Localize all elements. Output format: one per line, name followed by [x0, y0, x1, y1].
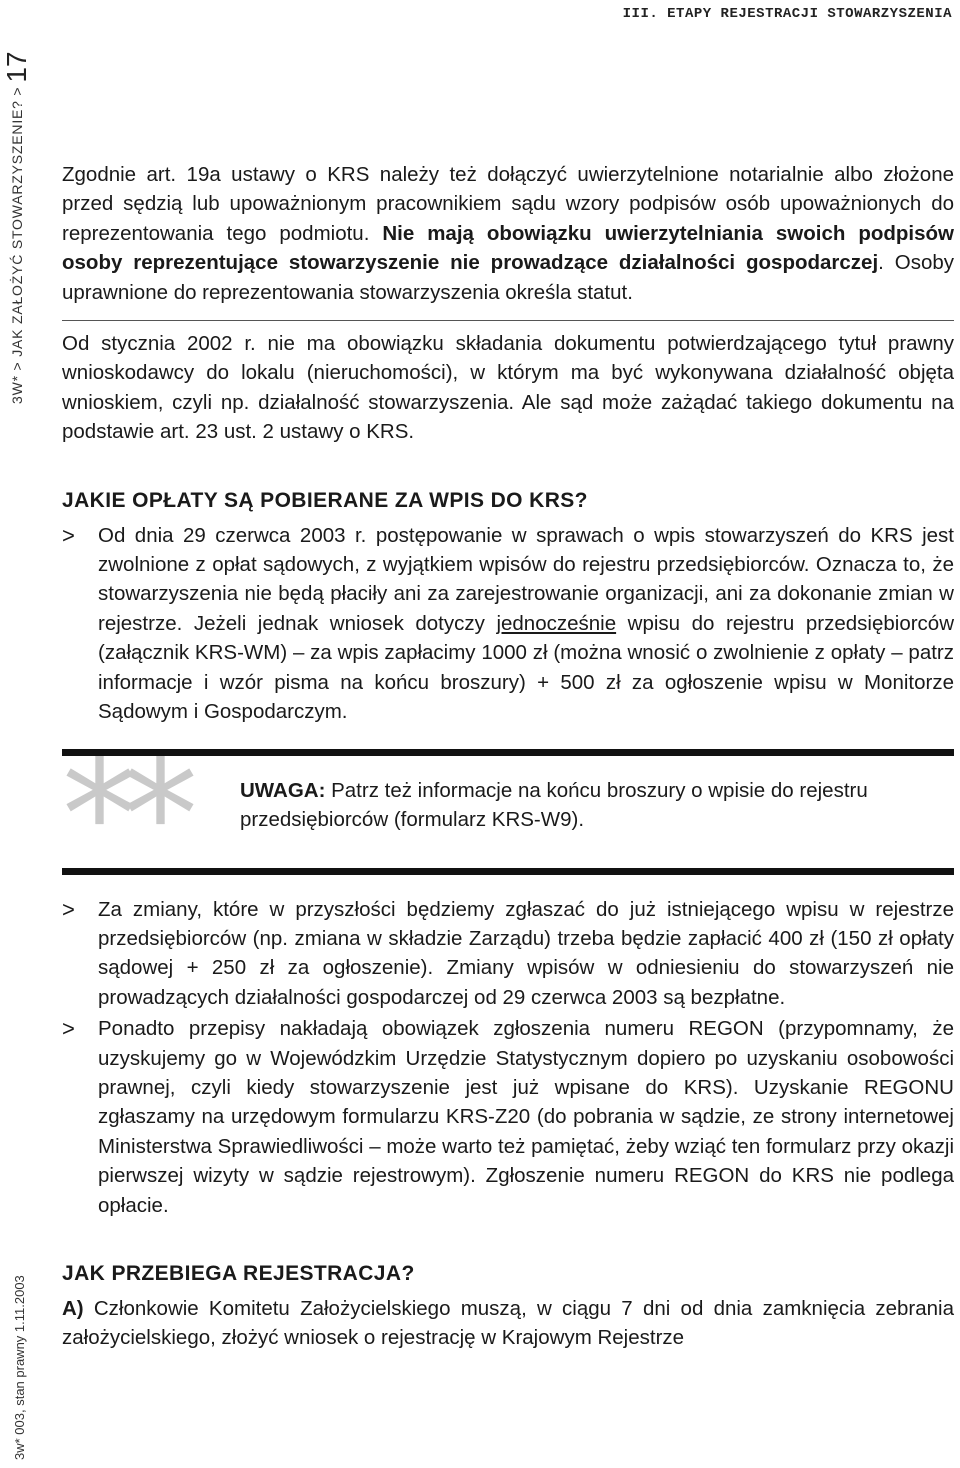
divider	[62, 320, 954, 321]
bold-emphasis: Nie mają obowiązku uwierzytelniania swoich podpisów osoby reprezentujące stowarzyszenie nie prowadzące działalności gospodarczej	[62, 221, 954, 275]
page-number: 17	[1, 51, 32, 83]
edition-note: 3w* 003, stan prawny 1.11.2003	[11, 1275, 27, 1460]
note-label: UWAGA:	[240, 778, 326, 802]
asterisk-icon: **	[62, 755, 184, 860]
note-text: Patrz też informacje na końcu broszury o wpisie do rejestru przedsiębiorców (formularz KRS-W9).	[240, 778, 868, 831]
main-content	[62, 160, 954, 1353]
bullet-marker: >	[62, 896, 75, 922]
list-item: > Za zmiany, które w przyszłości będziemy zgłaszać do już istniejącego wpisu w rejestrze przedsiębiorców (np. zmiana w składzie Zarządu) trzeba będzie zapłacić 400 zł (150 zł opłaty sądowej + 250 zł za ogłoszenie). Zmiany wpisów w odniesieniu do stowarzyszeń nie prowadzących działalności gospodarczej od 29 czerwca 2003 są bezpłatne.	[62, 895, 954, 1013]
bullet-marker: >	[62, 1016, 75, 1042]
list-item: > Ponadto przepisy nakładają obowiązek zgłoszenia numeru REGON (przypomnamy, że uzyskujemy go w Wojewódzkim Urzędzie Statystycznym dopiero po uzyskaniu osobowości prawnej, czyli kiedy stowarzyszenie jest już wpisane do KRS). Uzyskanie REGONU zgłaszamy na urzędowym formularzu KRS-Z20 (do pobrania w sądzie, ze strony internetowej Ministerstwa Sprawiedliwości – może warto też pamiętać, żeby wziąć ten formularz przy okazji pierwszej wizyty w sądzie rejestrowym). Zgłoszenie numeru REGON do KRS nie podlega opłacie.	[62, 1014, 954, 1220]
breadcrumb: 3W* > JAK ZAŁOŻYĆ STOWARZYSZENIE? >	[9, 86, 25, 404]
paragraph-signatures: Zgodnie art. 19a ustawy o KRS należy też dołączyć uwierzytelnione notarialnie albo złożone przed sędzią lub upoważnionym pracownikiem sądu wzory podpisów osób upoważnionych do reprezentowania tego podmiotu. Nie mają obowiązku uwierzytelniania swoich podpisów osoby reprezentujące stowarzyszenie nie prowadzące działalności gospodarczej. Osoby uprawnione do reprezentowania stowarzyszenia określa statut.	[62, 163, 954, 304]
section-heading-registration: JAK PRZEBIEGA REJESTRACJA?	[62, 1261, 415, 1285]
underlined-word: jednocześnie	[496, 611, 617, 635]
note-bottom-rule	[62, 868, 954, 875]
section-heading-fees: JAKIE OPŁATY SĄ POBIERANE ZA WPIS DO KRS?	[62, 488, 588, 512]
side-footer	[6, 1238, 32, 1460]
chapter-title: III. ETAPY REJESTRACJI STOWARZYSZENIA	[622, 6, 952, 22]
bullet-marker: >	[62, 522, 75, 548]
list-item: > Od dnia 29 czerwca 2003 r. postępowanie w sprawach o wpis stowarzyszeń do KRS jest zwolnione z opłat sądowych, z wyjątkiem wpisów do rejestru przedsiębiorców. Oznacza to, że stowarzyszenia nie będą płaciły ani za zarejestrowanie organizacji, ani za dokonanie zmian w rejestrze. Jeżeli jednak wniosek dotyczy jednocześnie wpisu do rejestru przedsiębiorców (załącznik KRS-WM) – za wpis zapłacimy 1000 zł (można wnosić o zwolnienie z opłaty – patrz informacje i wzór pisma na końcu broszury) + 500 zł za ogłoszenie wpisu w Monitorze Sądowym i Gospodarczym.	[62, 521, 954, 727]
paragraph-premises: Od stycznia 2002 r. nie ma obowiązku składania dokumentu potwierdzającego tytuł prawny wnioskodawcy do lokalu (nieruchomości), w którym ma być wykonywana działalność objęta wnioskiem, czyli np. działalność stowarzyszenia. Ale sąd może zażądać takiego dokumentu na podstawie art. 23 ust. 2 ustawy o KRS.	[62, 332, 954, 444]
paragraph-step-a: A) Członkowie Komitetu Założycielskiego muszą, w ciągu 7 dni od dnia zamknięcia zebrania założycielskiego, złożyć wniosek o rejestrację w Krajowym Rejestrze	[62, 1296, 954, 1350]
note-top-rule	[62, 749, 954, 756]
step-label: A)	[62, 1296, 84, 1320]
note-box	[62, 756, 954, 860]
side-running-header	[2, 4, 32, 404]
